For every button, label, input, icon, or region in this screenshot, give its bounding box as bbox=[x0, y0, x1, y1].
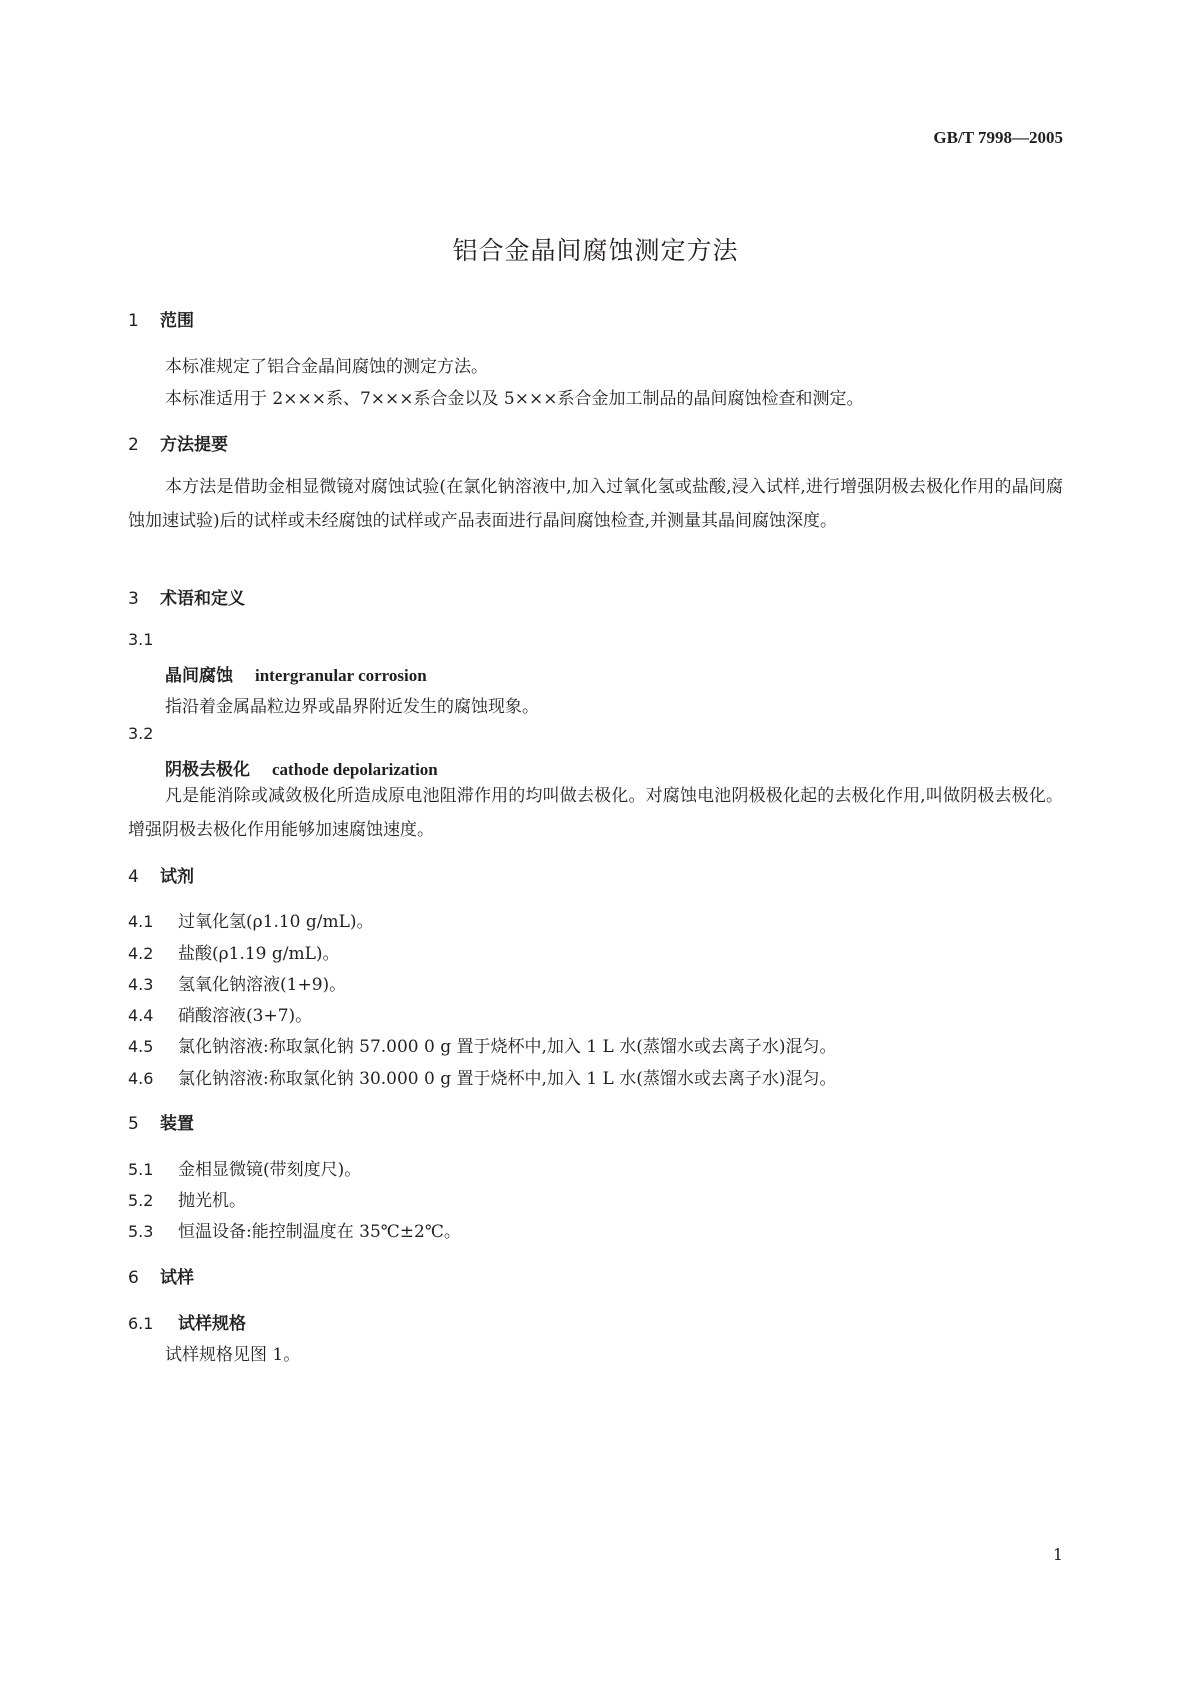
item-number: 4.3 bbox=[128, 975, 154, 994]
section-title: 装置 bbox=[160, 1114, 194, 1134]
section-1-heading bbox=[128, 306, 1063, 331]
reagent-item bbox=[128, 939, 1063, 964]
section-number: 2 bbox=[128, 435, 139, 455]
term-3-1 bbox=[128, 661, 1063, 686]
section-title: 试剂 bbox=[160, 867, 194, 887]
term-3-1-number: 3.1 bbox=[128, 630, 154, 649]
reagent-item bbox=[128, 1001, 1063, 1026]
section-number: 3 bbox=[128, 589, 139, 609]
item-number: 4.5 bbox=[128, 1037, 154, 1056]
apparatus-item bbox=[128, 1217, 1063, 1242]
item-text: 氯化钠溶液:称取氯化钠 57.000 0 g 置于烧杯中,加入 1 L 水(蒸馏水或去离子水)混匀。 bbox=[178, 1037, 837, 1057]
section-3-heading bbox=[128, 584, 1063, 609]
item-number: 4.1 bbox=[128, 912, 154, 931]
term-3-1-definition: 指沿着金属晶粒边界或晶界附近发生的腐蚀现象。 bbox=[165, 697, 539, 717]
subsection-6-1-text: 试样规格见图 1。 bbox=[165, 1345, 301, 1365]
section-2-para-1: 本方法是借助金相显微镜对腐蚀试验(在氯化钠溶液中,加入过氧化氢或盐酸,浸入试样,进行增强阴极去极化作用的晶间腐蚀加速试验)后的试样或未经腐蚀的试样或产品表面进行晶间腐蚀检查,并测量其晶间腐蚀深度。 bbox=[128, 477, 1063, 531]
item-number: 5.1 bbox=[128, 1160, 154, 1179]
item-text: 盐酸(ρ1.19 g/mL)。 bbox=[178, 944, 340, 964]
item-text: 恒温设备:能控制温度在 35℃±2℃。 bbox=[178, 1222, 461, 1242]
apparatus-item bbox=[128, 1155, 1063, 1180]
section-1-para-1: 本标准规定了铝合金晶间腐蚀的测定方法。 bbox=[165, 357, 488, 377]
item-number: 5.3 bbox=[128, 1222, 154, 1241]
section-5-heading bbox=[128, 1109, 1063, 1134]
item-text: 氢氧化钠溶液(1+9)。 bbox=[178, 975, 347, 995]
standard-code: GB/T 7998—2005 bbox=[933, 128, 1063, 147]
item-text: 抛光机。 bbox=[178, 1191, 246, 1211]
page-number: 1 bbox=[1052, 1545, 1063, 1564]
item-number: 5.2 bbox=[128, 1191, 154, 1210]
term-3-2 bbox=[128, 755, 1063, 780]
section-title: 术语和定义 bbox=[160, 589, 245, 609]
reagent-item bbox=[128, 1032, 1063, 1057]
subsection-number: 6.1 bbox=[128, 1314, 154, 1333]
subsection-title: 试样规格 bbox=[178, 1314, 246, 1334]
subsection-6-1-heading bbox=[128, 1309, 1063, 1334]
item-number: 4.4 bbox=[128, 1006, 154, 1025]
section-1-para-2: 本标准适用于 2×××系、7×××系合金以及 5×××系合金加工制品的晶间腐蚀检查和测定。 bbox=[165, 389, 864, 409]
section-number: 5 bbox=[128, 1114, 139, 1134]
term-english: cathode depolarization bbox=[272, 760, 438, 779]
reagent-item bbox=[128, 970, 1063, 995]
term-chinese: 晶间腐蚀 bbox=[165, 666, 233, 686]
item-text: 氯化钠溶液:称取氯化钠 30.000 0 g 置于烧杯中,加入 1 L 水(蒸馏水或去离子水)混匀。 bbox=[178, 1069, 837, 1089]
apparatus-item bbox=[128, 1186, 1063, 1211]
section-6-heading bbox=[128, 1263, 1063, 1288]
reagent-item bbox=[128, 1064, 1063, 1089]
section-4-heading bbox=[128, 862, 1063, 887]
term-chinese: 阴极去极化 bbox=[165, 760, 250, 780]
item-text: 过氧化氢(ρ1.10 g/mL)。 bbox=[178, 912, 374, 932]
term-english: intergranular corrosion bbox=[255, 666, 427, 685]
section-number: 6 bbox=[128, 1268, 139, 1288]
section-number: 4 bbox=[128, 867, 139, 887]
item-text: 硝酸溶液(3+7)。 bbox=[178, 1006, 313, 1026]
reagent-item bbox=[128, 907, 1063, 932]
item-number: 4.2 bbox=[128, 944, 154, 963]
document-title: 铝合金晶间腐蚀测定方法 bbox=[452, 236, 739, 265]
section-title: 试样 bbox=[160, 1268, 194, 1288]
section-2-heading bbox=[128, 430, 1063, 455]
section-number: 1 bbox=[128, 311, 139, 331]
section-title: 方法提要 bbox=[160, 435, 228, 455]
term-3-2-number: 3.2 bbox=[128, 724, 154, 743]
item-number: 4.6 bbox=[128, 1069, 154, 1088]
section-title: 范围 bbox=[160, 311, 194, 331]
item-text: 金相显微镜(带刻度尺)。 bbox=[178, 1160, 362, 1180]
term-3-2-definition: 凡是能消除或减敛极化所造成原电池阻滞作用的均叫做去极化。对腐蚀电池阴极极化起的去极化作用,叫做阴极去极化。增强阴极去极化作用能够加速腐蚀速度。 bbox=[128, 786, 1063, 840]
